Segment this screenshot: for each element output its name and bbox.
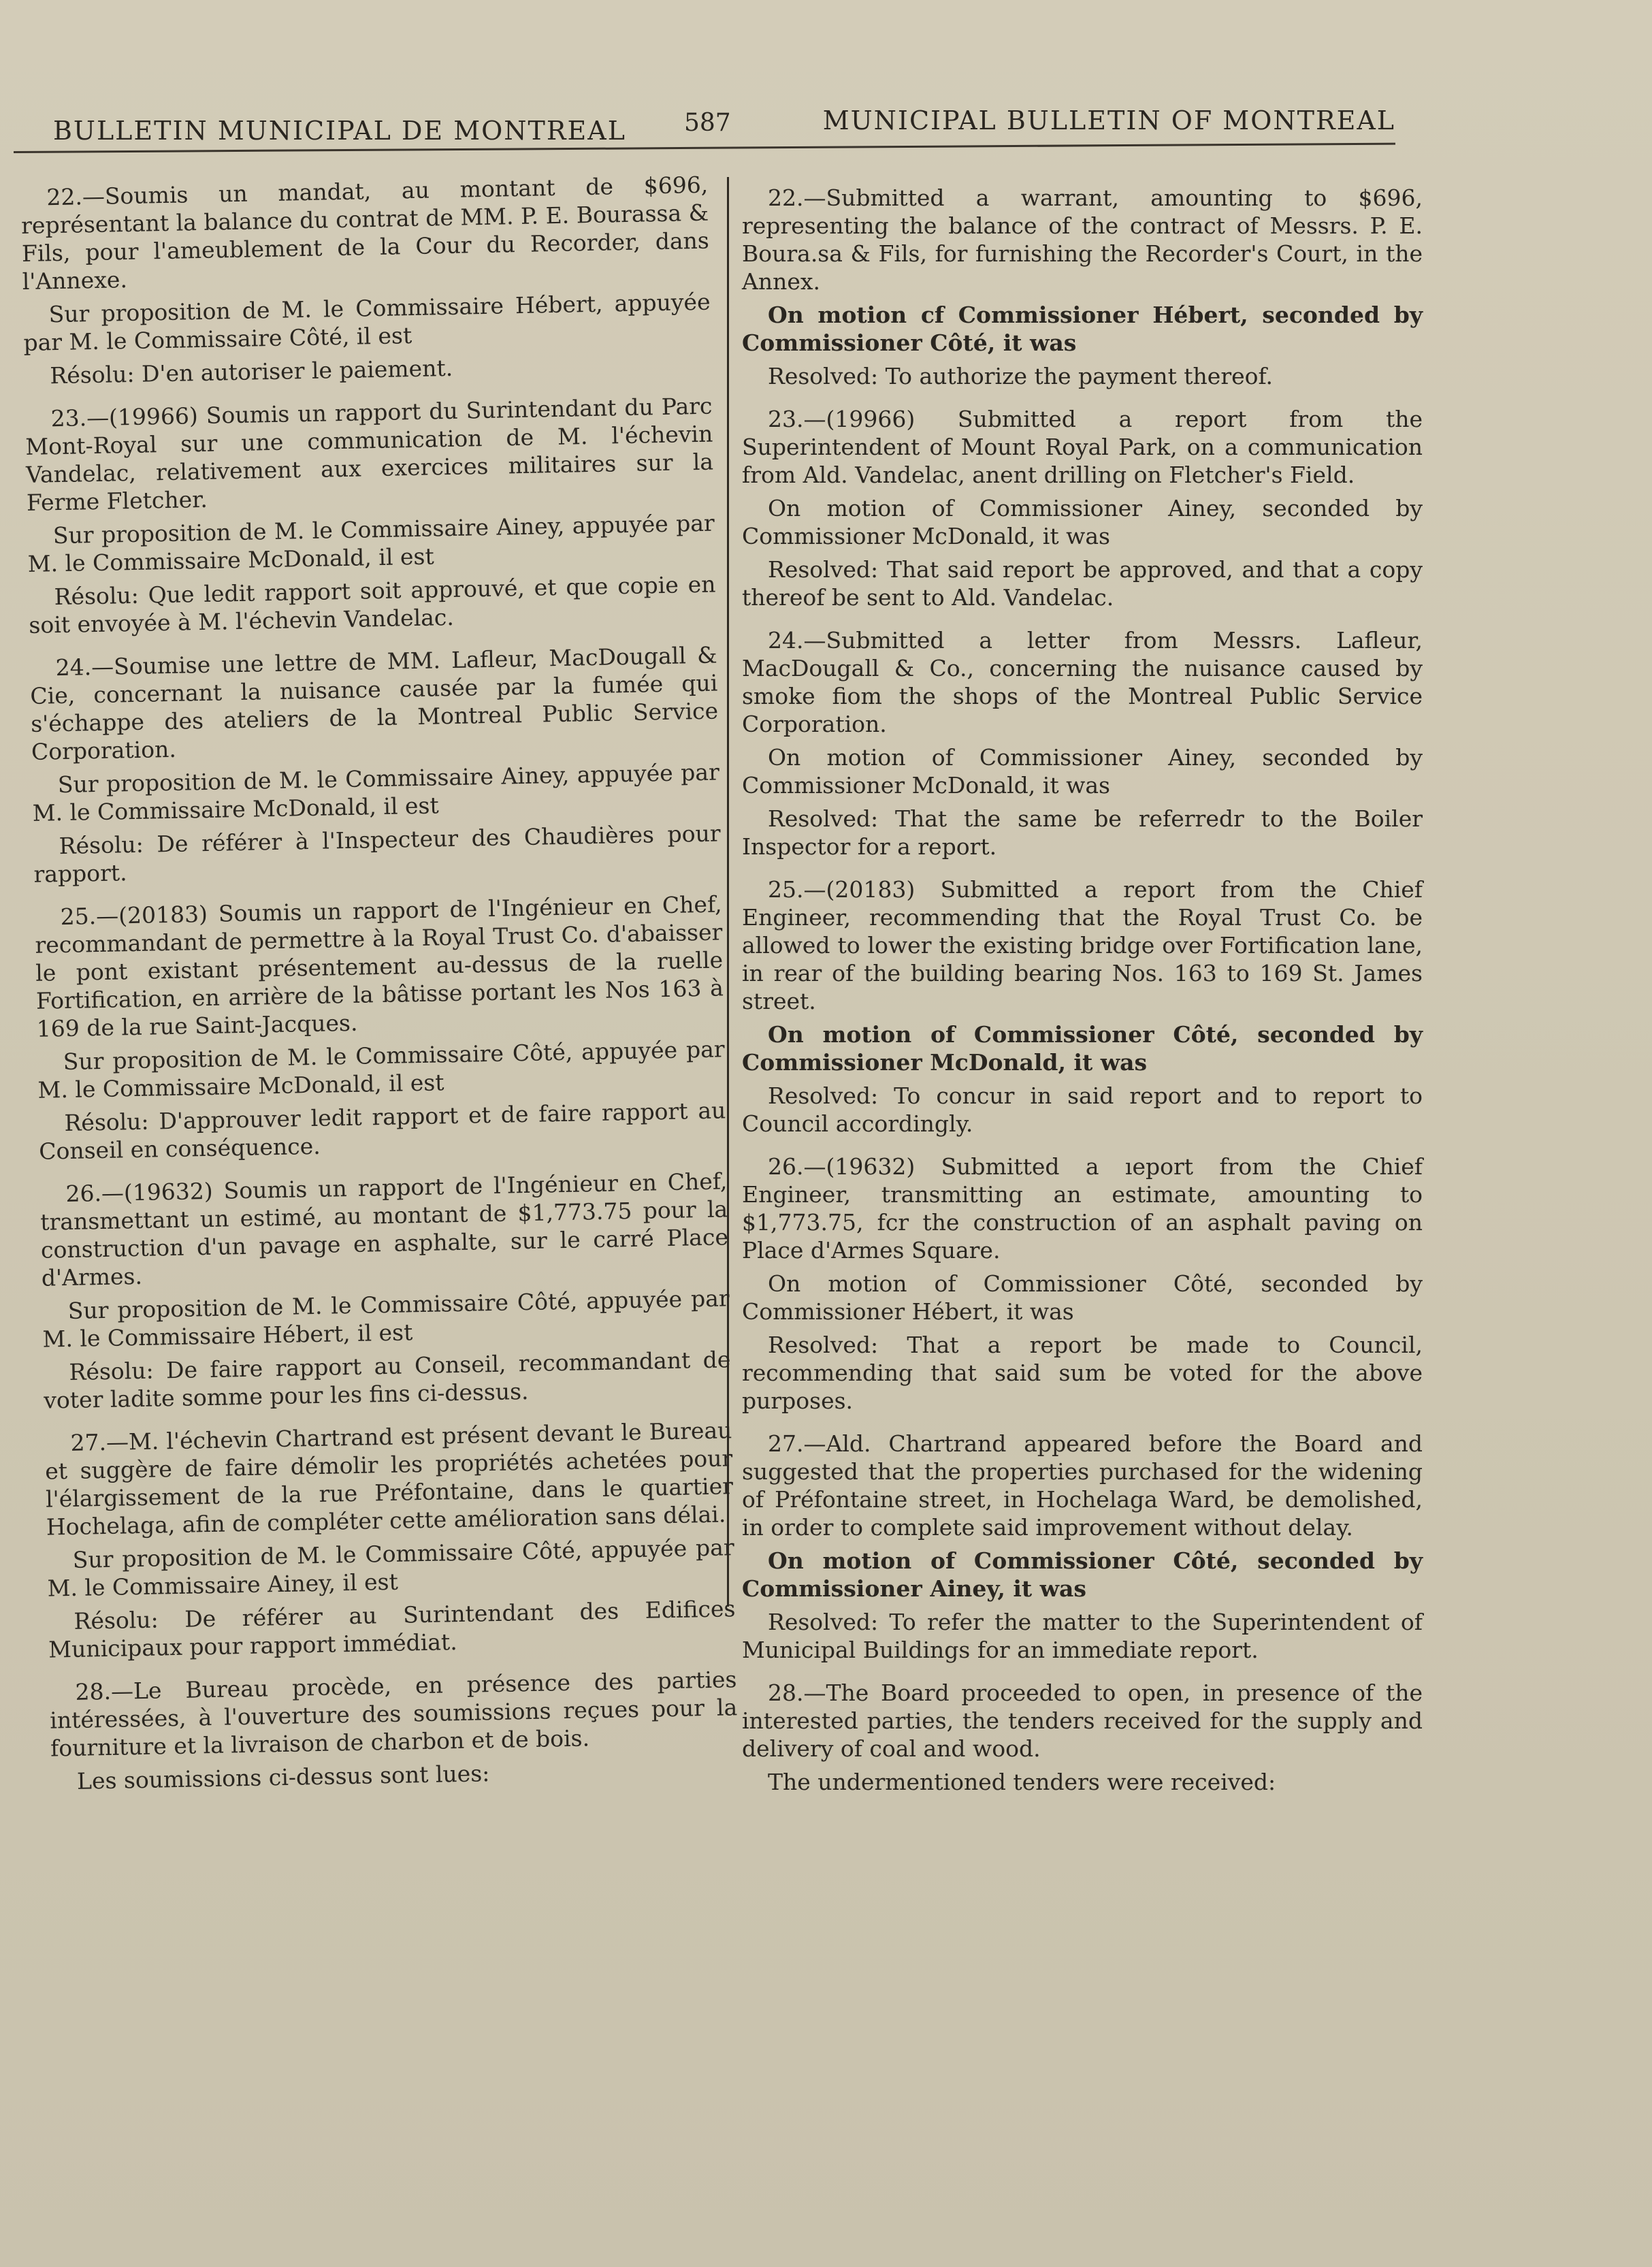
en-tenders-received: The undermentioned tenders were received: [768, 1769, 1276, 1795]
fr-motion: Sur proposition de M. le Commissaire Ainey, appuyée par M. le Commissaire McDonald, il est [27, 509, 715, 577]
fr-item-24: 24.—Soumise une lettre de MM. Lafleur, MacDougall & Cie, concernant la nuisance causée par la fumée qui s'échappe des ateliers de la Montreal Public Service Corporation. [30, 641, 719, 765]
en-item-25: 25.—(20183) Submitted a report from the Chief Engineer, recommending that the Royal Trust Co. be allowed to lower the existing bridge over Fortification lane, in rear of the building bearing Nos. 163 to 169 St. James street. [742, 876, 1423, 1014]
french-column [20, 171, 739, 1801]
fr-resolution: Résolu: De référer au Surintendant des Edifices Municipaux pour rapport immédiat. [48, 1595, 736, 1663]
page-header [48, 102, 1395, 150]
en-item-26: 26.—(19632) Submitted a ıeport from the Chief Engineer, transmitting an estimate, amounting to $1,773.75, fcr the construction of an asphalt paving on Place d'Armes Square. [742, 1153, 1423, 1264]
fr-motion: Sur proposition de M. le Commissaire Côté, appuyée par M. le Commissaire Hébert, il est [42, 1285, 730, 1353]
fr-item-22: 22.—Soumis un mandat, au montant de $696, représentant la balance du contrat de MM. P. E. Bourassa & Fils, pour l'ameublement de la Cour du Recorder, dans l'Annexe. [20, 171, 710, 295]
fr-motion: Sur proposition de M. le Commissaire Côté, appuyée par M. le Commissaire McDonald, il est [37, 1035, 725, 1104]
en-motion: On motion of Commissioner Ainey, seconded by Commissioner McDonald, it was [742, 495, 1423, 549]
en-resolution: Resolved: To concur in said report and to report to Council accordingly. [742, 1082, 1423, 1137]
fr-item-23: 23.—(19966) Soumis un rapport du Surintendant du Parc Mont-Royal sur une communication de M. l'échevin Vandelac, relativement aux exercices militaires sur la Ferme Fletcher. [25, 392, 714, 516]
fr-resolution: Résolu: Que ledit rapport soit approuvé, et que copie en soit envoyée à M. l'échevin Vandelac. [29, 570, 716, 639]
header-left-title: BULLETIN MUNICIPAL DE MONTREAL [53, 116, 626, 146]
fr-tenders-read: Les soumissions ci-dessus sont lues: [76, 1760, 490, 1795]
en-motion: On motion of Commissioner Côté, seconded by Commissioner Ainey, it was [742, 1547, 1423, 1602]
en-item-28: 28.—The Board proceeded to open, in presence of the interested parties, the tenders received for the supply and delivery of coal and wood. [742, 1679, 1423, 1762]
page-number: 587 [684, 109, 731, 137]
en-resolution: Resolved: That the same be referredr to the Boiler Inspector for a report. [742, 805, 1423, 860]
header-right-title: MUNICIPAL BULLETIN OF MONTREAL [822, 106, 1395, 135]
fr-resolution: Résolu: De faire rapport au Conseil, recommandant de voter ladite somme pour les fins ci-dessus. [43, 1346, 731, 1414]
en-item-27: 27.—Ald. Chartrand appeared before the Board and suggested that the properties purchased for the widening of Préfontaine street, in Hochelaga Ward, be demolished, in order to complete said improvement without delay. [742, 1430, 1423, 1541]
fr-motion: Sur proposition de M. le Commissaire Hébert, appuyée par M. le Commissaire Côté, il est [23, 288, 711, 356]
fr-resolution: Résolu: De référer à l'Inspecteur des Chaudières pour rapport. [33, 820, 721, 888]
fr-item-26: 26.—(19632) Soumis un rapport de l'Ingénieur en Chef, transmettant un estimé, au montant de $1,773.75 pour la construction d'un pavage en asphalte, sur le carré Place d'Armes. [39, 1168, 729, 1291]
fr-motion: Sur proposition de M. le Commissaire Ainey, appuyée par M. le Commissaire McDonald, il est [32, 758, 720, 826]
fr-item-28: 28.—Le Bureau procède, en présence des parties intéressées, à l'ouverture des soumissions reçues pour la fourniture et la livraison de charbon et de bois. [49, 1666, 738, 1762]
en-resolution: Resolved: That said report be approved, and that a copy thereof be sent to Ald. Vandelac. [742, 556, 1423, 611]
en-resolution: Resolved: To authorize the payment thereof. [768, 363, 1274, 389]
en-motion: On motion of Commissioner Côté, seconded by Commissioner McDonald, it was [742, 1021, 1423, 1076]
fr-item-27: 27.—M. l'échevin Chartrand est présent devant le Bureau et suggère de faire démolir les propriétés achetées pour l'élargissement de la rue Préfontaine, dans le quartier Hochelaga, afin de compléter cette amélioration sans délai. [44, 1417, 734, 1541]
en-item-23: 23.—(19966) Submitted a report from the Superintendent of Mount Royal Park, on a communication from Ald. Vandelac, anent drilling on Fletcher's Field. [742, 406, 1423, 488]
en-item-22: 22.—Submitted a warrant, amounting to $696, representing the balance of the contract of Messrs. P. E. Boura.sa & Fils, for furnishing the Recorder's Court, in the Annex. [742, 184, 1423, 295]
en-resolution: Resolved: To refer the matter to the Superintendent of Municipal Buildings for an immediate report. [742, 1609, 1423, 1663]
fr-resolution: Résolu: D'approuver ledit rapport et de faire rapport au Conseil en conséquence. [38, 1097, 726, 1165]
en-item-24: 24.—Submitted a letter from Messrs. Lafleur, MacDougall & Co., concerning the nuisance caused by smoke fiom the shops of the Montreal Public Service Corporation. [742, 627, 1423, 737]
en-motion: On motion cf Commissioner Hébert, seconded by Commissioner Côté, it was [742, 302, 1423, 356]
fr-resolution: Résolu: D'en autoriser le paiement. [50, 354, 453, 389]
english-column [742, 184, 1423, 1801]
en-motion: On motion of Commissioner Côté, seconded by Commissioner Hébert, it was [742, 1270, 1423, 1325]
fr-item-25: 25.—(20183) Soumis un rapport de l'Ingénieur en Chef, recommandant de permettre à la Royal Trust Co. d'abaisser le pont existant présentement au-dessus de la ruelle Fortification, en arrière de la bâtisse portant les Nos 163 à 169 de la rue Saint-Jacques. [35, 890, 724, 1042]
en-motion: On motion of Commissioner Ainey, seconded by Commissioner McDonald, it was [742, 744, 1423, 799]
fr-motion: Sur proposition de M. le Commissaire Côté, appuyée par M. le Commissaire Ainey, il est [47, 1534, 735, 1602]
en-resolution: Resolved: That a report be made to Council, recommending that said sum be voted for the above purposes. [742, 1332, 1423, 1414]
